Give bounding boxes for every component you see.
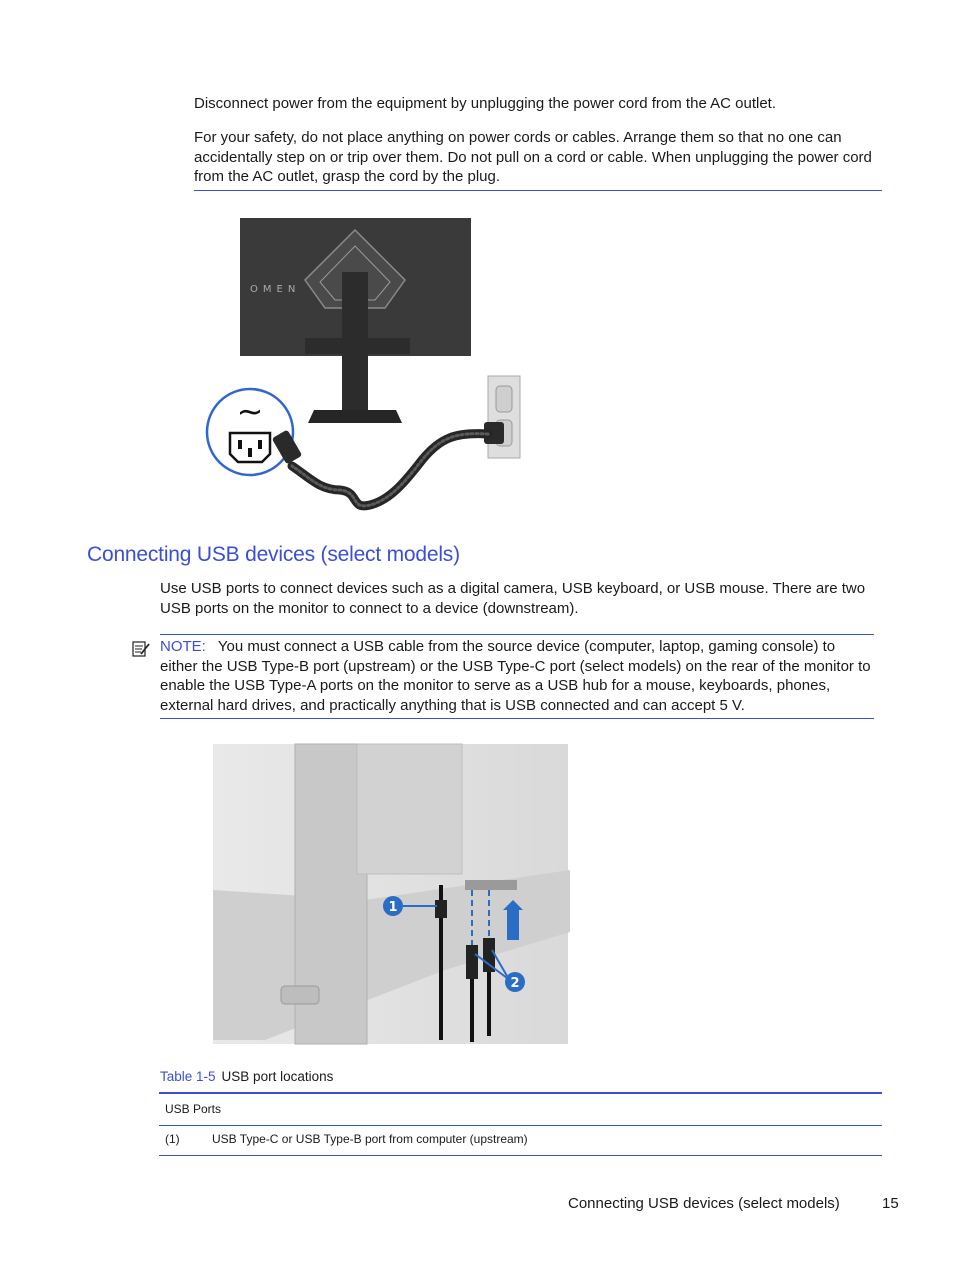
note-top-divider xyxy=(160,634,874,635)
table-caption-title: USB port locations xyxy=(221,1069,334,1084)
warning-divider xyxy=(194,190,882,191)
warning-text-2: For your safety, do not place anything on power cords or cables. Arrange them so that no one can accidentally step on or trip over them. Do not pull on a cord or cable. When unplugging the power cord from the AC outlet, grasp the cord by the plug. xyxy=(194,129,872,185)
footer-section-title: Connecting USB devices (select models) xyxy=(568,1195,840,1212)
ac-symbol: ~ xyxy=(236,392,264,430)
usb-ports-table xyxy=(159,1092,882,1156)
table-cell-text: USB Type-C or USB Type-B port from computer (upstream) xyxy=(212,1132,528,1146)
table-caption-number: Table 1-5 xyxy=(160,1069,216,1084)
table-row xyxy=(159,1126,882,1155)
monitor-brand-logo: OMEN xyxy=(250,284,301,295)
page-number: 15 xyxy=(882,1195,899,1212)
section-intro: Use USB ports to connect devices such as a digital camera, USB keyboard, or USB mouse. There are two USB ports on the monitor to connect to a device (downstream). xyxy=(160,580,866,617)
table-header: USB Ports xyxy=(165,1102,222,1116)
warning-text-1: Disconnect power from the equipment by unplugging the power cord from the AC outlet. xyxy=(194,95,776,112)
callout-2-label: 2 xyxy=(510,976,520,991)
section-heading: Connecting USB devices (select models) xyxy=(87,543,460,566)
note-pencil-icon xyxy=(131,639,151,659)
stand-hinge xyxy=(357,744,462,874)
power-connection-figure xyxy=(200,210,530,520)
note-bottom-divider xyxy=(160,718,874,719)
monitor-stand-neck xyxy=(342,272,368,422)
usb-port-panel xyxy=(465,880,517,890)
note-text: You must connect a USB cable from the source device (computer, laptop, gaming console) to either the USB Type-B port (upstream) or the USB Type-C port (select models) on the rear of the monitor to enable the USB Type-A ports on the monitor to serve as a USB hub for a mouse, keyboards, phones, external hard drives, and practically anything that is USB connected and can accept 5 V. xyxy=(160,638,871,714)
table-cell-id: (1) xyxy=(165,1132,180,1146)
ac-power-connector-icon xyxy=(207,389,293,475)
usb-ports-figure xyxy=(205,740,575,1048)
wall-outlet-icon xyxy=(488,376,520,458)
callout-1-label: 1 xyxy=(388,900,398,915)
table-bottom-rule xyxy=(159,1155,882,1156)
table-caption xyxy=(160,1069,333,1084)
cable-clip xyxy=(281,986,319,1004)
note-paragraph xyxy=(160,637,874,715)
note-label: NOTE: xyxy=(160,638,206,655)
monitor-stand-base xyxy=(308,410,402,423)
